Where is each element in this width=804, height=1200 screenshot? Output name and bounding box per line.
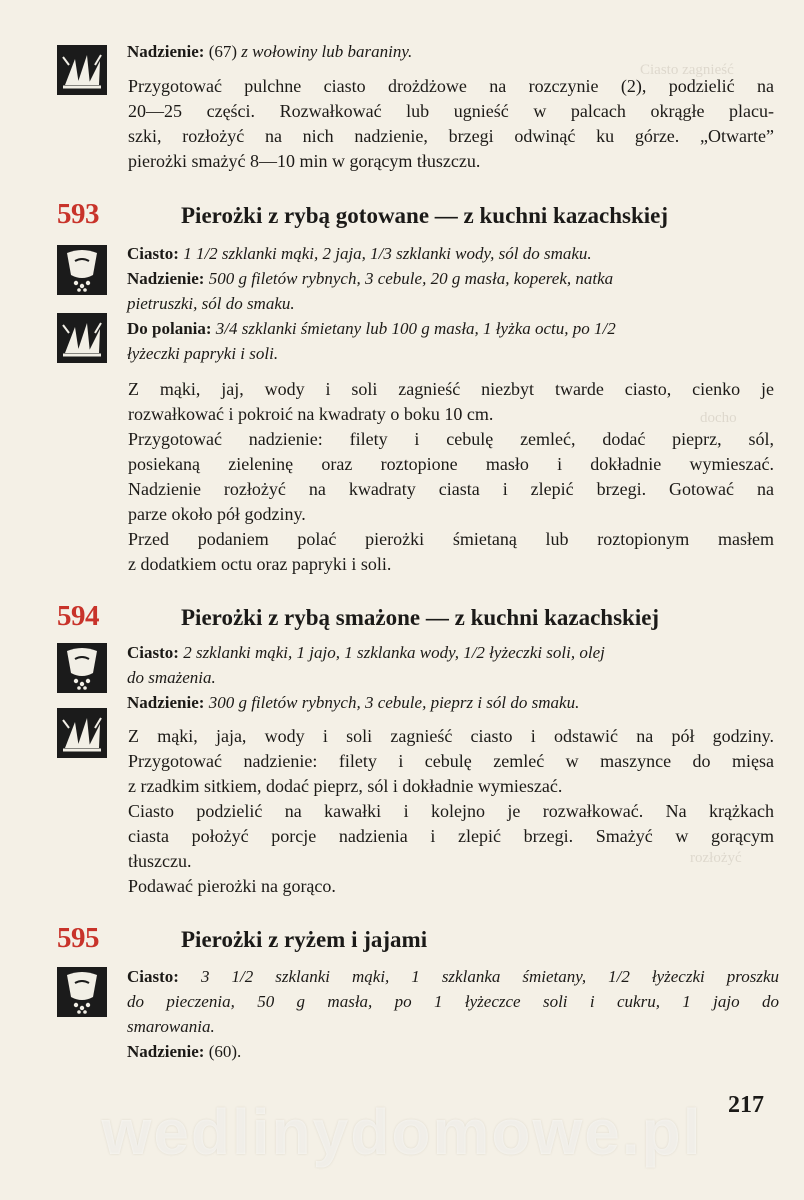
filling-desc: z wołowiny lub baraniny. (241, 42, 413, 61)
intro-instructions (128, 74, 774, 174)
text-line: tłuszczu. (128, 851, 192, 871)
bleed-through-text: docho (700, 410, 737, 426)
recipe-instructions (128, 377, 774, 577)
filling-label: Nadzienie: (127, 42, 205, 61)
pan-frying-icon (57, 45, 107, 95)
text-line: Przed podaniem polać pierożki śmietaną lub roztopionym masłem (128, 529, 774, 549)
dough-label: Ciasto: (127, 244, 179, 263)
pan-frying-icon (57, 313, 107, 363)
text-line: Ciasto podzielić na kawałki i kolejno je rozwałkować. Na krążkach (128, 801, 774, 821)
filling-desc: pietruszki, sól do smaku. (127, 294, 295, 313)
filling-label: Nadzienie: (127, 1042, 205, 1061)
recipe-ingredients (127, 640, 779, 715)
text-line: Z mąki, jaj, wody i soli zagnieść niezbyt twarde ciasto, cienko je (128, 379, 774, 399)
bleed-through-text: rozłożyć (690, 850, 742, 866)
text-line: 20—25 części. Rozwałkować lub ugnieść w palcach okrągłe placu- (128, 101, 774, 121)
bleed-through-text: Ciasto zagnieść (640, 62, 734, 78)
text-line: szki, rozłożyć na nich nadzienie, brzegi odwinąć ku górze. „Otwarte” (128, 126, 774, 146)
dough-desc: 2 szklanki mąki, 1 jajo, 1 szklanka wody, 1/2 łyżeczki soli, olej (183, 643, 605, 662)
dough-desc: 1 1/2 szklanki mąki, 2 jaja, 1/3 szklanki wody, sól do smaku. (183, 244, 592, 263)
text-line: rozwałkować i pokroić na kwadraty o boku 10 cm. (128, 404, 494, 424)
text-line: pierożki smażyć 8—10 min w gorącym tłuszczu. (128, 151, 481, 171)
recipe-number: 594 (57, 600, 99, 632)
text-line: posiekaną zieleninę oraz roztopione masło i dokładnie wymieszać. (128, 454, 774, 474)
text-line: Z mąki, jaja, wody i soli zagnieść ciasto i odstawić na pół godziny. (128, 726, 774, 746)
dough-label: Ciasto: (127, 643, 179, 662)
steamer-icon (57, 245, 107, 295)
page-number: 217 (728, 1092, 764, 1118)
recipe-number: 595 (57, 922, 99, 954)
filling-label: Nadzienie: (127, 693, 205, 712)
text-line: parze około pół godziny. (128, 504, 306, 524)
steamer-icon (57, 643, 107, 693)
filling-label: Nadzienie: (127, 269, 205, 288)
dough-desc: do pieczenia, 50 g masła, po 1 łyżeczce soli i cukru, 1 jajo do (127, 992, 779, 1011)
text-line: Nadzienie rozłożyć na kwadraty ciasta i zlepić brzegi. Gotować na (128, 479, 774, 499)
watermark: wedlinydomowe.pl (101, 1096, 703, 1168)
intro-filling (127, 39, 779, 64)
filling-ref: (60). (208, 1042, 242, 1061)
filling-ref: (67) (208, 42, 242, 61)
text-line: z dodatkiem octu oraz papryki i soli. (128, 554, 392, 574)
recipe-ingredients (127, 241, 779, 366)
topping-desc: łyżeczki papryki i soli. (127, 344, 279, 363)
recipe-instructions (128, 724, 774, 899)
dough-desc: smarowania. (127, 1017, 215, 1036)
recipe-title: Pierożki z ryżem i jajami (181, 927, 428, 952)
dough-desc: do smażenia. (127, 668, 216, 687)
topping-label: Do polania: (127, 319, 212, 338)
recipe-title: Pierożki z rybą gotowane — z kuchni kazachskiej (181, 203, 669, 228)
filling-desc: 500 g filetów rybnych, 3 cebule, 20 g masła, koperek, natka (208, 269, 614, 288)
dough-label: Ciasto: (127, 967, 179, 986)
text-line: Podawać pierożki na gorąco. (128, 876, 336, 896)
text-line: Przygotować nadzienie: filety i cebulę zemleć, dodać pieprz, sól, (128, 429, 774, 449)
filling-desc: 300 g filetów rybnych, 3 cebule, pieprz i sól do smaku. (208, 693, 580, 712)
text-line: ciasta położyć porcje nadzienia i zlepić brzegi. Smażyć w gorącym (128, 826, 774, 846)
topping-desc: 3/4 szklanki śmietany lub 100 g masła, 1 łyżka octu, po 1/2 (215, 319, 616, 338)
text-line: Przygotować nadzienie: filety i cebulę zemleć w maszynce do mięsa (128, 751, 774, 771)
text-line: z rzadkim sitkiem, dodać pieprz, sól i dokładnie wymieszać. (128, 776, 563, 796)
steamer-icon (57, 967, 107, 1017)
recipe-title: Pierożki z rybą smażone — z kuchni kazachskiej (181, 605, 660, 630)
pan-frying-icon (57, 708, 107, 758)
recipe-number: 593 (57, 198, 99, 230)
recipe-ingredients (127, 964, 779, 1064)
text-line: Przygotować pulchne ciasto drożdżowe na rozczynie (2), podzielić na (128, 76, 774, 96)
dough-desc: 3 1/2 szklanki mąki, 1 szklanka śmietany, 1/2 łyżeczki proszku (200, 967, 779, 986)
